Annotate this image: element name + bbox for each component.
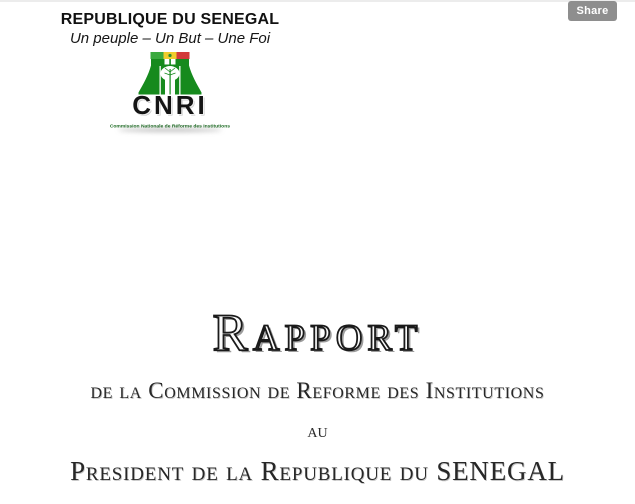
logo-shadow [118,128,222,132]
report-connector: au [307,420,328,442]
document-header [0,10,340,135]
cnri-tagline-wrap [73,117,267,129]
national-motto: Un peuple – Un But – Une Foi [69,30,271,47]
cnri-logo [73,52,267,132]
share-button[interactable]: Share [568,1,617,21]
cnri-tagline: Commission Nationale de Réforme des Institutions [109,123,231,129]
cnri-acronym: CNRI [132,90,208,120]
top-divider [0,0,635,2]
report-subtitle-president: President de la Republique du SENEGAL [70,456,565,486]
cover-title-block [0,300,635,486]
cnri-emblem-icon [138,52,202,95]
senegal-flag-icon [151,52,190,59]
country-title: REPUBLIQUE DU SENEGAL [60,11,280,28]
report-subtitle-commission: de la Commission de Reforme des Institutions [90,378,545,403]
report-title: Rapport [212,304,423,362]
